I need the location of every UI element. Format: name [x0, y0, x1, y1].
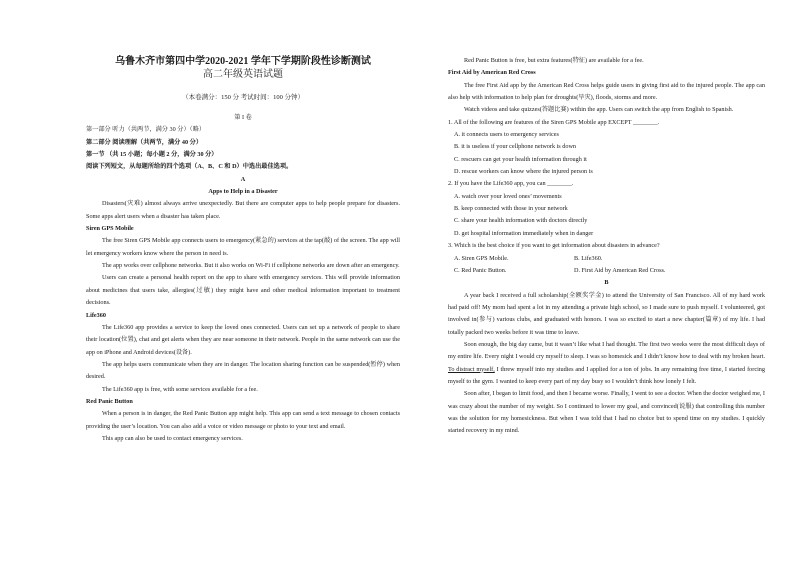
option-1d: D. rescue workers can know where the injured person is — [454, 168, 593, 176]
passage-a-paragraph: The Life360 app provides a service to keep the loved ones connected. Users can set up a network of people to share their location(位置), chat and get alerts when they are near someone in their network. People in the same network can use the app on iPhone and Android devices(设备). — [86, 323, 400, 356]
passage-b-label: B — [604, 279, 609, 287]
option-2c: C. share your health information with doctors directly — [454, 217, 588, 225]
option-1a: A. it connects users to emergency services — [454, 131, 559, 139]
passage-a-paragraph: Watch videos and take quizzes(答题比赛) within the app. Users can switch the app from English to Spanish. — [464, 106, 734, 114]
underlined-phrase: To distract myself, — [448, 365, 495, 373]
question-3: 3. Which is the best choice if you want to get information about disasters in advance? — [448, 242, 660, 250]
option-3c: C. Red Panic Button. — [454, 266, 507, 274]
passage-a-label: A — [240, 175, 246, 183]
passage-a-paragraph: The Life360 app is free, with some services available for a fee. — [102, 385, 258, 393]
reading-instruction: 阅读下列短文，从每题所给的四个选项（A、B、C 和 D）中选出最佳选项。 — [86, 163, 293, 171]
passage-a-paragraph: Red Panic Button is free, but extra features(特征) are available for a fee. — [464, 57, 644, 64]
exam-meta: （本卷满分：150 分 考试时间：100 分钟） — [182, 94, 304, 101]
passage-a-paragraph: When a person is in danger, the Red Panic Button app might help. This app can send a text message to chosen contacts providing the user’s location. You can also add a voice or video message or photo to your text and email. — [86, 410, 400, 430]
passage-a-paragraph: The app works over cellphone networks. But it also works on Wi-Fi if cellphone networks are down after an emergency. — [102, 262, 400, 270]
option-3d: D. First Aid by American Red Cross. — [574, 266, 666, 274]
passage-a-paragraph: The free First Aid app by the American Red Cross helps guide users in giving first aid to the injured people. The app can also help with information to help plan for droughts(旱灾), floods, storms and more. — [448, 81, 765, 102]
option-2b: B. keep connected with those in your network — [454, 205, 568, 213]
passage-b-paragraph: A year back I received a full scholarship(全额奖学金) to attend the University of San Francisco. All of my hard work had paid off! My mom had spent a lot in my attending a private high school, so I made sure to push myself. I volunteered, got involved in(参与) various clubs, and graduated with honors. I was so excited to start a new chapter(篇章) of my life. I had totally packed two weeks before it was time to leave. — [448, 291, 765, 336]
exam-title: 乌鲁木齐市第四中学2020-2021 学年下学期阶段性诊断测试 — [115, 56, 371, 67]
passage-a-title: Apps to Help in a Disaster — [208, 188, 278, 196]
passage-b-text: I threw myself into my studies and I applied for a ton of jobs. In any remaining free time, I started forcing myself to the gym. I wanted to keep every part of my day busy so I wouldn’t think how lonely I felt. — [448, 365, 765, 385]
passage-b-paragraph: Soon after, I began to limit food, and then I became worse. Finally, I went to see a doctor. When the doctor weighed me, I was crazy about the number of my weight. So I continued to lower my goal, and convinced(说服) that controlling this number was the solution for my homesickness. But when I was told that I had no choice but to spend time on my studies. I quickly started recovery in my mind. — [448, 390, 765, 435]
option-row — [448, 265, 765, 277]
question-1: 1. All of the following are features of the Siren GPS Mobile app EXCEPT ________. — [448, 118, 660, 126]
exam-subtitle: 高二年级英语试题 — [203, 69, 283, 80]
passage-a-paragraph: The free Siren GPS Mobile app connects users to emergency(紧急的) services at the tap(敲) of the screen. The app will let emergency workers know where the person in need is. — [86, 237, 400, 257]
option-2a: A. watch over your loved ones’ movements — [454, 192, 562, 200]
question-2: 2. If you have the Life360 app, you can ________. — [448, 180, 574, 188]
subheading-siren-gps: Siren GPS Mobile — [86, 225, 134, 233]
subheading-life360: Life360 — [86, 311, 106, 319]
option-3a: A. Siren GPS Mobile. — [454, 254, 509, 262]
option-1b: B. it is useless if your cellphone network is down — [454, 143, 577, 151]
left-flow — [86, 112, 400, 445]
option-2d: D. get hospital information immediately when in danger — [454, 229, 594, 237]
passage-a-paragraph: This app can also be used to contact emergency services. — [102, 434, 243, 442]
passage-b-paragraph — [448, 339, 765, 388]
passage-a-intro: Disasters(灾难) almost always arrive unexpectedly. But there are computer apps to help people prepare for disasters. Some apps alert users when a disaster has taken place. — [86, 200, 400, 220]
passage-a-paragraph: The app helps users communicate when they are in danger. The location sharing function can be suspended(暂停) when desired. — [86, 360, 400, 381]
volume-heading: 第 I 卷 — [234, 114, 252, 121]
option-row — [448, 253, 765, 265]
passage-a-paragraph: Users can create a personal health report on the app to share with emergency services. This will provide information about medicines that users take, allergies(过敏) they might have and other medical information important to treatment decisions. — [86, 274, 400, 307]
part2-heading: 第二部分 阅读理解（共两节，满分 40 分） — [86, 138, 203, 146]
section1-heading: 第一节 （共 15 小题；每小题 2 分，满分 30 分） — [86, 151, 218, 159]
subheading-first-aid: First Aid by American Red Cross — [448, 69, 536, 77]
subheading-red-panic-button: Red Panic Button — [86, 397, 133, 405]
option-3b: B. Life360. — [574, 254, 603, 262]
passage-b-text: Soon enough, the big day came, but it wasn’t like what I had thought. The first two weeks were the most difficult days of my entire life. Every night I would cry myself to sleep. I was so homesick and I didn’t know how to deal with my broken heart. — [448, 340, 765, 361]
part1-heading: 第一部分 听力（共两节，满分 30 分）（略） — [86, 126, 206, 134]
option-1c: C. rescuers can get your health information through it — [454, 155, 587, 163]
right-flow — [448, 55, 765, 438]
